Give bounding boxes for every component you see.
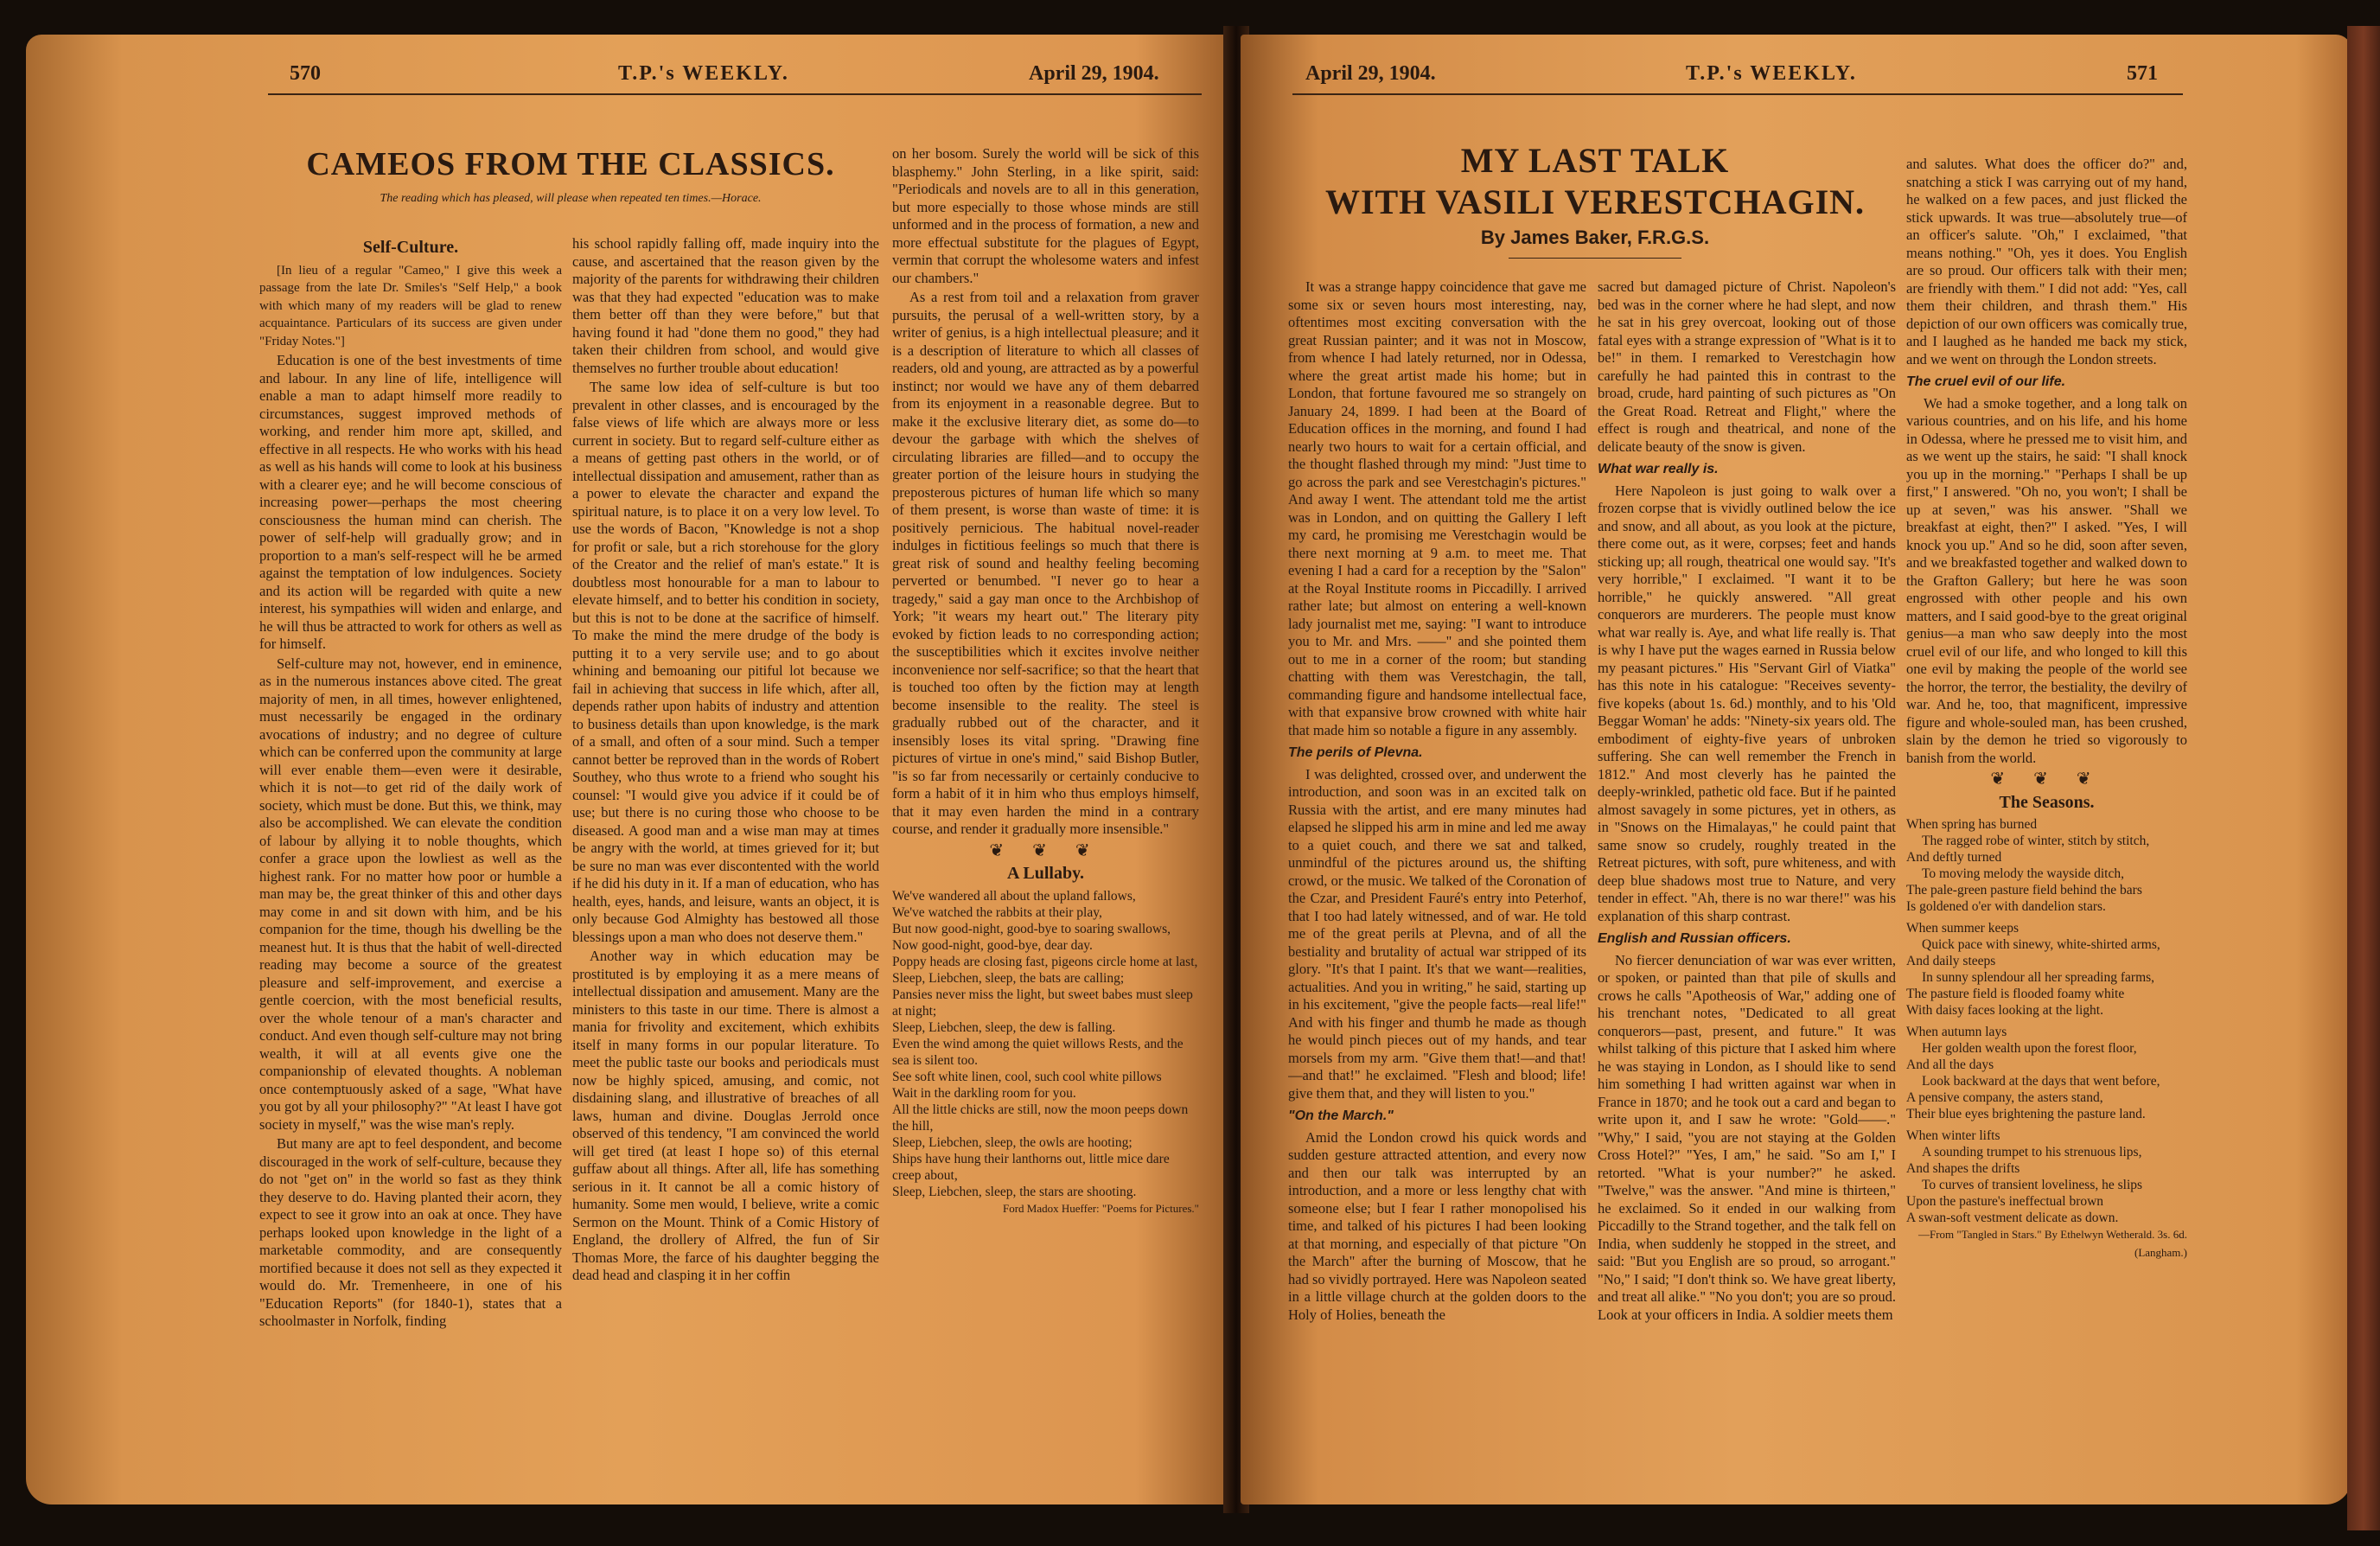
poem-line: All the little chicks are still, now the moon peeps down the hill, [892, 1102, 1189, 1134]
subheading-what-war-really-is: What war really is. [1598, 462, 1719, 476]
right-headline-line-2: WITH VASILI VERESTCHAGIN. [1324, 182, 1866, 221]
poem-line: Ships have hung their lanthorns out, little mice dare creep about, [892, 1151, 1170, 1183]
subheading-on-the-march: "On the March." [1288, 1108, 1394, 1123]
poem-line: And all the days [1906, 1057, 1994, 1072]
poem-credit: Ford Madox Hueffer: "Poems for Pictures." [1002, 1201, 1199, 1215]
right-column-3 [1906, 156, 2187, 1435]
poem-line: We've watched the rabbits at their play, [892, 904, 1102, 920]
poem-line: Wait in the darkling room for you. [892, 1085, 1076, 1101]
left-date: April 29, 1904. [1029, 62, 1159, 85]
paragraph: sacred but damaged picture of Christ. Napoleon's bed was in the corner where he had slept, and now he sat in his grey overcoat, looking out of those fatal eyes with a strange expression of "What is it to be!" in them. I remarked to Verestchagin how carefully he had painted this in contrast to the broad, crude, hard painting of such pictures as "On the Great Road. Retreat and Flight," where the effect is rough and theatrical, and none of the delicate beauty of the snow is given. [1598, 278, 1896, 455]
fleuron-ornament: ❦ ❦ ❦ [1990, 770, 2103, 789]
poem-line: Now good-night, good-bye, dear day. [892, 937, 1093, 953]
paragraph: I was delighted, crossed over, and underwent the introduction, and soon was in an excited talk on Russia with the artist, and ere many minutes had elapsed he slipped his arm in mine and led me away to a quiet couch, and there we sat and talked, unmindful of the pictures around us, the shifting crowd, or the music. We talked of the Coronation of the Czar, and President Fauré's entry into Peterhof, that I too had lately witnessed, and of war. He told me of the great perils at Plevna, and of all the bestiality and brutality of actual war stripped of its glory. "It's that I paint. It's that we want—realities, actualities. And you in writing," he said, starting up in his excitement, "give the people facts—real life!" And with his finger and thumb he made as though he would pinch pieces out of my hands, and tear morsels from my arm. "Give them that!—and that!—and that!" he exclaimed. "Flesh and blood; life! give them that, and they will listen to you." [1288, 765, 1586, 1102]
section-title-self-culture: Self-Culture. [362, 238, 459, 257]
paragraph: No fiercer denunciation of war was ever written, or spoken, or painted than that pile of skulls and crows he calls "Apotheosis of War," adding one of his trenchant notes, "Dedicated to all great conquerors—past, present, and future." It was whilst talking of this picture that I asked him where he was staying in London, as I should like to send him something I had written against war when in France in 1870; and he took out a card and began to write upon it, and I saw he wrote: "Gold——." "Why," I said, "you are not staying at the Golden Cross Hotel?" "Yes, I am," he said. "So am I," I retorted. "What is your number?" he asked. "Twelve," was the answer. "And mine is thirteen," he exclaimed. So it ended in our walking from Piccadilly to the Strand together, and the talk fell on India, when suddenly he stopped in the street, and said: "But you English are so proud, so arrogant." "No," I said; "I don't think so. We have great liberty, and treat all alike." "No you don't; you are so proud. Look at your officers in India. A soldier meets them [1598, 951, 1896, 1323]
left-page-number: 570 [290, 62, 321, 85]
poem-line: Sleep, Liebchen, sleep, the owls are hooting; [892, 1134, 1133, 1150]
paragraph: his school rapidly falling off, made inquiry into the cause, and ascertained that the reason given by the majority of the parents for withdrawing their children was that they had expected "education was to make them better off than they were before," but that having found it had "done them no good," they had taken their children from school, and would give themselves no further trouble about education! [572, 235, 879, 376]
poem-line: A pensive company, the asters stand, [1906, 1090, 2103, 1105]
poem-line: A swan-soft vestment delicate as down. [1906, 1211, 2119, 1225]
poem-line: Look backward at the days that went before, [1922, 1074, 2160, 1089]
poem-line: To moving melody the wayside ditch, [1922, 866, 2124, 881]
poem-line: Poppy heads are closing fast, pigeons circle home at last, [892, 954, 1198, 969]
poem-line: To curves of transient loveliness, he slips [1922, 1178, 2143, 1192]
book-cover-edge [2347, 26, 2380, 1530]
poem-line: Is goldened o'er with dandelion stars. [1906, 899, 2106, 914]
paragraph: But many are apt to feel despondent, and become discouraged in the work of self-culture, because they do not "get on" in the world so fast as they think they deserve to do. Having planted their acorn, they expect to see it grow into an oak at once. They have perhaps looked upon knowledge in the light of a marketable commodity, and are consequently mortified because it does not sell as they expected it would do. Mr. Tremenheere, in one of his "Education Reports" (for 1840-1), states that a schoolmaster in Norfolk, finding [259, 1135, 562, 1329]
poem-line: Sleep, Liebchen, sleep, the stars are shooting. [892, 1184, 1137, 1199]
poem-title-seasons: The Seasons. [1999, 792, 2095, 812]
poem-line: But now good-night, good-bye to soaring swallows, [892, 921, 1171, 936]
poem-line: Sleep, Liebchen, sleep, the dew is falling. [892, 1019, 1116, 1035]
paragraph: Amid the London crowd his quick words and sudden gesture attracted attention, and every now and then our talk was interrupted by an introduction, and a more or less lengthy chat with someone else; but I fear I rather monopolised his time, and talked of his pictures I had been looking at that morning, and especially of that picture "On the March" after the burning of Moscow, that he had so vividly portrayed. Here was Napoleon seated in a little village church at the golden doors to the Holy of Holies, beneath the [1288, 1128, 1586, 1323]
poem-line: When spring has burned [1906, 817, 2038, 832]
right-column-1 [1288, 278, 1586, 1428]
poem-line: When summer keeps [1906, 921, 2019, 936]
left-column-1 [259, 233, 562, 1418]
subheading-perils-of-plevna: The perils of Plevna. [1288, 745, 1423, 760]
subheading-cruel-evil: The cruel evil of our life. [1906, 374, 2066, 389]
poem-line: And daily steeps [1906, 954, 1996, 968]
poem-line: And shapes the drifts [1906, 1161, 2020, 1176]
poem-line: The pale-green pasture field behind the bars [1906, 883, 2142, 898]
poem-line: And deftly turned [1906, 850, 2002, 865]
paragraph: It was a strange happy coincidence that gave me some six or seven hours most interesting, nay, oftentimes most exciting conversation with the great Russian painter; and it was not in Moscow, from whence I had lately returned, nor in Odessa, where the great artist made his home; but in London, that fortune favoured me so strangely on January 24, 1899. I had been at the Board of Education offices in the morning, and found I had nearly two hours to wait for a certain official, and the thought flashed through my mind: "Just time to go across the park and see Verestchagin's pictures." And away I went. The attendant told me the artist was in London, and on quitting the Gallery I left my card, he promising me Verestchagin would be there next morning at 9 a.m. to meet me. That evening I had a card for a reception by the "Salon" at the Royal Institute rooms in Piccadilly. I arrived rather late; but almost on entering a well-known lady journalist met me, saying: "I want to introduce you to Mr. and Mrs. ——" and she pointed them out to me in a corner of the room; but standing chatting with them was Verestchagin, the tall, commanding figure and handsome intellectual face, with that expansive brow crowned with white hair that made him so notable a figure in any assembly. [1288, 278, 1586, 738]
poem-line: Her golden wealth upon the forest floor, [1922, 1041, 2137, 1056]
paragraph: Self-culture may not, however, end in eminence, as in the numerous instances above cited. The great majority of men, in all times, however enlightened, must necessarily be engaged in the ordinary avocations of industry; and no degree of culture which can be conferred upon the community at large will ever enable them—even were it desirable, which it is not—to get rid of the daily work of society, which must be done. But this, we think, may also be accomplished. We can elevate the condition of labour by allying it to noble thoughts, which confer a grace upon the lowliest as well as the highest rank. For no matter how poor or humble a man may be, the great thinker of this and other days may come in and sit down with him, and be his companion for the time, though his dwelling be the meanest hut. It is thus that the habit of well-directed reading may become a source of the greatest pleasure and self-improvement, and exercise a gentle coercion, with the most beneficial results, over the whole tenour of a man's character and conduct. And even though self-culture may not bring wealth, it will at all events give one the companionship of elevated thoughts. A nobleman once contemptuously asked of a sage, "What have you got by all your philosophy?" "At least I have got society in myself," was the wise man's reply. [259, 655, 562, 1133]
poem-line: Upon the pasture's ineffectual brown [1906, 1194, 2104, 1209]
paragraph: The same low idea of self-culture is but too prevalent in other classes, and is encouraged by the false views of life which are always more or less current in society. But to regard self-culture either as a means of getting past others in the world, or of intellectual dissipation and amusement, rather than as a power to elevate the character and expand the spiritual nature, is to place it on a very low level. To use the words of Bacon, "Knowledge is not a shop for profit or sale, but a rich storehouse for the glory of the Creator and the relief of man's estate." It is doubtless most honourable for a man to labour to elevate himself, and to better his condition in society, but this is not to be done at the sacrifice of himself. To make the mind the mere drudge of the body is putting it to a very servile use; and to go about whining and bemoaning our pitiful lot because we fail in achieving that success in life which, after all, depends rather upon habits of industry and attention to business details than upon knowledge, is the mark of a small, and often of a sour mind. Such a temper cannot better be reproved than in the words of Robert Southey, who thus wrote to a friend who sought his counsel: "I would give you advice if it could be of use; but there is no curing those who choose to be diseased. A good man and a wise man may at times be angry with the world, at times grieved for it; but be sure no man was ever discontented with the world if he did his duty in it. If a man of education, who has health, eyes, hands, and leisure, wants an object, it is only because God Almighty has bestowed all those blessings upon a man who does not deserve them." [572, 379, 879, 945]
poem-line: Quick pace with sinewy, white-shirted arms, [1922, 937, 2160, 952]
poem-line: See soft white linen, cool, such cool white pillows [892, 1069, 1162, 1084]
poem-line: When autumn lays [1906, 1025, 2007, 1039]
fleuron-ornament: ❦ ❦ ❦ [989, 840, 1102, 860]
poem-title-lullaby: A Lullaby. [1007, 864, 1084, 883]
right-page-number: 571 [2127, 62, 2158, 85]
poem-line: Even the wind among the quiet willows Rests, and the sea is silent too. [892, 1036, 1184, 1068]
right-headline-line-1: MY LAST TALK [1460, 141, 1730, 180]
right-header-rule [1292, 93, 2183, 95]
poem-line: We've wandered all about the upland fallows, [892, 888, 1136, 904]
poem-line: Pansies never miss the light, but sweet babes must sleep at night; [892, 987, 1193, 1019]
poem-line: With daisy faces looking at the light. [1906, 1003, 2103, 1018]
poem-line: In sunny splendour all her spreading farms, [1922, 970, 2155, 985]
left-motto: The reading which has pleased, will please when repeated ten times.—Horace. [380, 192, 762, 205]
paragraph: on her bosom. Surely the world will be sick of this blasphemy." John Sterling, in a like spirit, said: "Periodicals and novels are to all in this generation, but more especially to those whose minds are still unformed and in the process of formation, a new and more effectual substitute for the plagues of Egypt, vermin that corrupt the wholesome waters and infest our chambers." [892, 145, 1199, 286]
left-headline: CAMEOS FROM THE CLASSICS. [306, 146, 835, 182]
byline: By James Baker, F.R.G.S. [1480, 227, 1710, 248]
poem-line: A sounding trumpet to his strenuous lips, [1922, 1145, 2142, 1160]
paragraph: Here Napoleon is just going to walk over a frozen corpse that is vividly outlined below the ice and snow, and all about, as you look at the picture, there come out, as it were, corpses; feet and hands sticking up; all rough, theatrical one would say. "It's very horrible," I exclaimed. "I want it to be horrible," he quickly answered. "All great conquerors are murderers. The people must know what war really is. Aye, and what life really is. That is why I have put the wages earned in Russia below my peasant pictures." His "Servant Girl of Viatka" has this note in his catalogue: "Receives seventy-five kopeks (about 1s. 6d.) monthly, and to his 'Old Beggar Woman' he adds: "Ninety-six years old. The embodiment of eighty-five years of unbroken suffering. She can well remember the French in 1812." And most cleverly has he painted the deeply-wrinkled, pathetic old face. But if he painted almost savagely in some pictures, yet in others, as in "Snows on the Himalayas," he could paint that same snow so crudely, roughly treated in the Retreat pictures, with soft, pure whiteness, and with deep blue shadows most true to Nature, and very tender in effect. "Ah, there is no war there!" was his explanation of this sharp contrast. [1598, 482, 1896, 924]
poem-line: Sleep, Liebchen, sleep, the bats are calling; [892, 970, 1125, 986]
poem-line: The pasture field is flooded foamy white [1906, 987, 2125, 1001]
paragraph: We had a smoke together, and a long talk on various countries, and on his life, and his home in Odessa, where he pressed me to visit him, and as we went up the stairs, he said: "I shall knock you up in the morning." "Perhaps I shall be up first," I answered. "Oh no, you won't; I shall be up at seven," was his answer. "Shall we breakfast at eight, then?" I asked. "Yes, I will knock you up." And so he did, soon after seven, and we breakfasted together and walked down to the Grafton Gallery; but here he was soon engrossed with other people and his own matters, and I said good-bye to the great original genius—a man who saw deeply into the most cruel evil of our life, and who longed to kill this one evil by making the people of the world see the horror, the terror, the bestiality, the devilry of war. And he, too, that magnificent, impressive figure and whole-souled man, has been crushed, slain by the demon he tried so vigorously to banish from the world. [1906, 394, 2187, 766]
paragraph: and salutes. What does the officer do?" and, snatching a stick I was carrying out of my hand, he walked on a few paces, and just flicked the stick upwards. It was true—absolutely true—of an officer's salute. "Oh," I exclaimed, "that means nothing." "Oh, yes it does. You English are so proud. Our officers talk with their men; are friendly with them." I did not add: "Yes, call them their children, and thrash them." His depiction of our own officers was comically true, and I laughed as he handed me back my stick, and we went on through the London streets. [1906, 156, 2187, 367]
poem-line: Their blue eyes brightening the pasture land. [1906, 1107, 2146, 1121]
left-column-3 [892, 145, 1199, 1425]
poem-credit: —From "Tangled in Stars." By Ethelwyn Wetherald. 3s. 6d. (Langham.) [1918, 1228, 2187, 1259]
subheading-english-and-russian-officers: English and Russian officers. [1598, 931, 1791, 946]
byline-rule [1509, 258, 1681, 259]
paragraph: Education is one of the best investments of time and labour. In any line of life, intelligence will enable a man to adapt himself more readily to circumstances, suggest improved methods of working, and render him more apt, skilled, and effective in all respects. He who works with his head as well as his hands will come to look at his business with a clearer eye; and he will become conscious of increasing power—perhaps the most cheering consciousness the human mind can cherish. The power of self-help will gradually grow; and in proportion to a man's self-respect will he be armed against the temptation of low indulgences. Society and its action will be regarded with quite a new interest, his sympathies will widen and enlarge, and he will thus be attracted to work for others as well as for himself. [259, 352, 562, 652]
paragraph: As a rest from toil and a relaxation from graver pursuits, the perusal of a well-written story, by a writer of genius, is a high intellectual pleasure; and it is a description of literature to which all classes of readers, old and young, are attracted as by a powerful instinct; nor would we have any of them debarred from its enjoyment in a reasonable degree. But to make it the exclusive literary diet, as some do—to devour the garbage with which the shelves of circulating libraries are filled—and to occupy the greater portion of the leisure hours in studying the preposterous pictures of human life which so many of them present, is worse than waste of time: it is positively pernicious. The habitual novel-reader indulges in fictitious feelings so much that there is great risk of sound and healthy feeling becoming perverted or benumbed. "I never go to hear a tragedy," said a gay man once to the Archbishop of York; "it wears my heart out." The literary pity evoked by fiction leads to no corresponding action; the susceptibilities which it excites involve neither inconvenience nor self-sacrifice; so that the heart that is touched too often by the fiction may at length become insensible to the reality. The steel is gradually rubbed out of the character, and it insensibly loses its vital spring. "Drawing fine pictures of virtue in one's mind," said Bishop Butler, "is so far from necessarily or certainly conducive to form a habit of it in him who thus employs himself, that it may even harden the mind in a contrary course, and render it gradually more insensible." [892, 289, 1199, 837]
left-column-2 [572, 235, 879, 1418]
paragraph: Another way in which education may be prostituted is by employing it as a mere means of intellectual dissipation and amusement. Many are the ministers to this taste in our time. There is almost a mania for frivolity and excitement, which exhibits itself in many forms in our popular literature. To meet the public taste our books and periodicals must now be highly spiced, amusing, and comic, not disdaining slang, and illustrative of breaches of all laws, human and divine. Douglas Jerrold once observed of this tendency, "I am convinced the world will get tired (at least I hope so) of this eternal guffaw about all things. After all, life has something serious in it. It cannot be all a comic history of humanity. Some men would, I believe, write a comic Sermon on the Mount. Think of a Comic History of England, the drollery of Alfred, the fun of Sir Thomas More, the farce of his daughter begging the dead head and clasping it in her coffin [572, 948, 879, 1283]
poem-line: When winter lifts [1906, 1128, 2000, 1143]
right-date: April 29, 1904. [1305, 62, 1436, 85]
right-running-title: T.P.'s WEEKLY. [1686, 62, 1857, 85]
intro-note: [In lieu of a regular "Cameo," I give this week a passage from the late Dr. Smiles's "Self Help," a book with which many of my readers will be glad to renew acquaintance. Particulars of its success are given under "Friday Notes."] [259, 263, 562, 348]
right-column-2 [1598, 278, 1896, 1428]
left-running-title: T.P.'s WEEKLY. [618, 62, 789, 85]
poem-line: The ragged robe of winter, stitch by stitch, [1922, 834, 2150, 848]
left-header-rule [268, 93, 1202, 95]
